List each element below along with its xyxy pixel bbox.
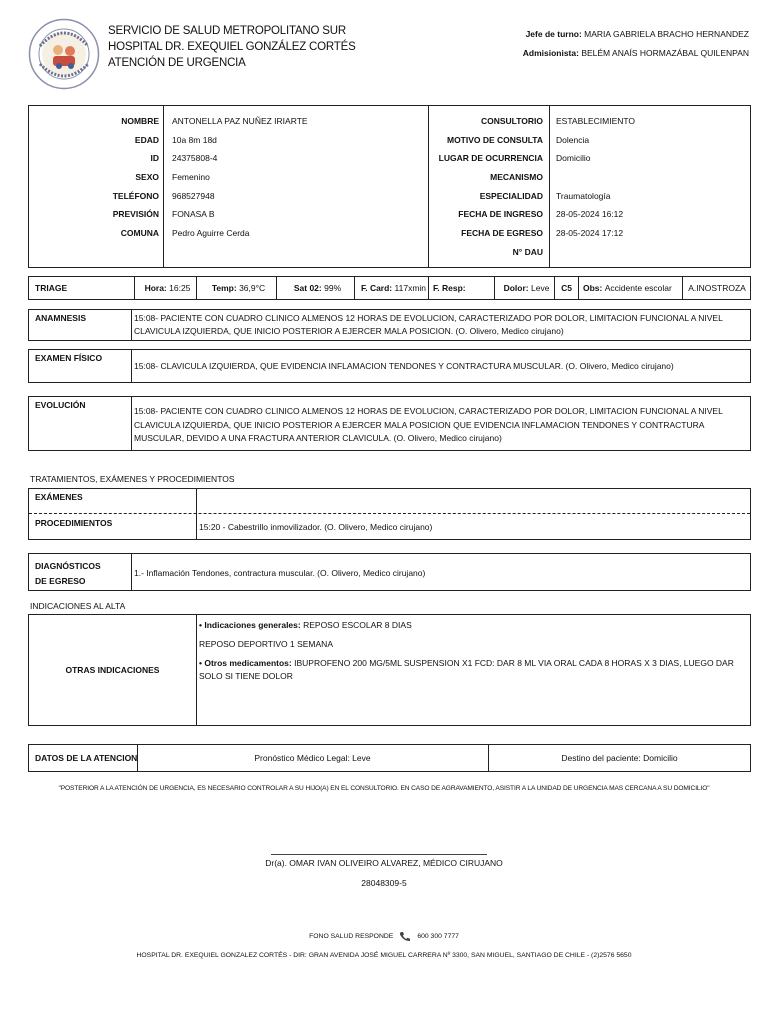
evolucion-label: EVOLUCIÓN (35, 400, 86, 410)
jefe-de-turno: Jefe de turno: MARIA GABRIELA BRACHO HERNANDEZ (525, 29, 749, 39)
otros-medicamentos: • Otros medicamentos: IBUPROFENO 200 MG/5ML SUSPENSION X1 FCD: DAR 8 ML VIA ORAL CADA 8 HORAS X 3 DIAS, LUEGO DAR SOLO SI TIENE DOLOR (199, 658, 734, 681)
indicaciones-generales-line2: REPOSO DEPORTIVO 1 SEMANA (199, 639, 333, 649)
triage-label: TRIAGE (35, 283, 68, 293)
evolucion-text: 15:08- PACIENTE CON CUADRO CLINICO ALMENOS 12 HORAS DE EVOLUCION, CARACTERIZADO POR DOLOR, LIMITACION FUNCIONAL A NIVEL CLAVICULA IZQUIERDA, QUE INICIO POSTERIOR A EJERCER MALA POSICION QUE EVIDENCIA INFLAMACION TENDONES Y CONTRACTURA MUSCULAR, DEVIDO A UNA FRACTURA ANTERIOR CLAVICULA. (O. Olivero, Medico cirujano) (134, 406, 723, 443)
indicaciones-box (28, 614, 751, 726)
diagnostico-box (28, 553, 751, 591)
indicaciones-title: INDICACIONES AL ALTA (30, 601, 126, 611)
destino-paciente: Destino del paciente: Domicilio (561, 753, 678, 763)
anamnesis-label: ANAMNESIS (35, 313, 87, 323)
label-fecha-ingreso: FECHA DE INGRESO (458, 209, 543, 220)
value-fecha-egreso: 28-05-2024 17:12 (556, 228, 624, 239)
label-fecha-egreso: FECHA DE EGRESO (461, 228, 543, 239)
doctor-id: 28048309-5 (361, 878, 407, 888)
value-mecanismo (556, 168, 746, 187)
label-prevision: PREVISIÓN (112, 209, 159, 220)
phone-icon (399, 931, 411, 942)
patient-info-box (28, 105, 751, 268)
examen-fisico-box (28, 349, 751, 383)
tratamientos-title: TRATAMIENTOS, EXÁMENES Y PROCEDIMIENTOS (30, 474, 235, 484)
value-especialidad: Traumatología (556, 190, 611, 201)
datos-atencion-box (28, 744, 751, 772)
label-n-dau: N° DAU (512, 246, 543, 257)
header-line-3: ATENCIÓN DE URGENCIA (108, 57, 246, 69)
triage-hora: Hora: 16:25 (134, 277, 196, 299)
value-sexo: Femenino (172, 172, 210, 183)
triage-sat: Sat 02: 99% (276, 277, 354, 299)
label-mecanismo: MECANISMO (490, 172, 543, 183)
header-line-2: HOSPITAL DR. EXEQUIEL GONZÁLEZ CORTÉS (108, 41, 356, 53)
label-id: ID (150, 153, 159, 164)
value-id: 24375808-4 (172, 153, 218, 164)
otras-indicaciones-label: OTRAS INDICACIONES (65, 665, 160, 675)
label-motivo: MOTIVO DE CONSULTA (446, 134, 543, 145)
hospital-seal-icon (28, 18, 100, 90)
triage-row (28, 276, 751, 300)
datos-atencion-label: DATOS DE LA ATENCION (35, 753, 138, 763)
examen-fisico-text: 15:08- CLAVICULA IZQUIERDA, QUE EVIDENCIA INFLAMACION TENDONES Y CONTRACTURA MUSCULAR. (O. Olivero, Medico cirujano) (134, 361, 674, 371)
label-lugar: LUGAR DE OCURRENCIA (438, 153, 543, 164)
label-nombre: NOMBRE (121, 116, 159, 126)
label-sexo: SEXO (135, 172, 159, 183)
value-fecha-ingreso: 28-05-2024 16:12 (556, 209, 624, 220)
triage-dolor: Dolor: Leve (494, 277, 554, 299)
value-prevision: FONASA B (172, 209, 215, 220)
triage-obs: Obs: Accidente escolar (578, 277, 682, 299)
signature-line (271, 854, 487, 855)
fono-salud-responde: FONO SALUD RESPONDE 600 300 7777 (309, 933, 459, 940)
label-comuna: COMUNA (120, 228, 159, 239)
triage-temp: Temp: 36,9°C (196, 277, 276, 299)
anamnesis-box (28, 309, 751, 341)
doctor-name: Dr(a). OMAR IVAN OLIVEIRO ALVAREZ, MÉDICO CIRUJANO (265, 858, 503, 868)
diagnostico-text: 1.- Inflamación Tendones, contractura muscular. (O. Olivero, Medico cirujano) (134, 568, 426, 578)
value-comuna: Pedro Aguirre Cerda (172, 228, 250, 239)
value-nombre: ANTONELLA PAZ NUÑEZ IRIARTE (172, 116, 308, 126)
procedimientos-label: PROCEDIMIENTOS (35, 518, 113, 528)
triage-nurse: A.INOSTROZA (682, 277, 751, 299)
header-line-1: SERVICIO DE SALUD METROPOLITANO SUR (108, 25, 346, 37)
value-consultorio: ESTABLECIMIENTO (556, 116, 636, 126)
label-telefono: TELÉFONO (112, 190, 159, 201)
value-edad: 10a 8m 18d (172, 134, 217, 145)
admisionista: Admisionista: BELÉM ANAÍS HORMAZÁBAL QUILENPAN (522, 48, 749, 58)
footer-note: "POSTERIOR A LA ATENCIÓN DE URGENCIA, ES NECESARIO CONTROLAR A SU HIJO(A) EN EL CONSULTORIO. EN CASO DE AGRAVAMIENTO, ASISTIR A LA UNIDAD DE URGENCIA MAS CERCANA A SU DOMICILIO" (58, 785, 710, 792)
examen-fisico-label: EXAMEN FÍSICO (35, 353, 103, 363)
value-motivo: Dolencia (556, 134, 590, 145)
triage-category: C5 (554, 277, 578, 299)
value-n-dau (556, 243, 746, 262)
hospital-logo (28, 18, 100, 90)
evolucion-box (28, 396, 751, 451)
label-consultorio: CONSULTORIO (480, 116, 543, 126)
triage-fcard: F. Card: 117xmin (354, 277, 428, 299)
footer-address: HOSPITAL DR. EXEQUIEL GONZALEZ CORTÉS - DIR: GRAN AVENIDA JOSÉ MIGUEL CARRERA Nº 3300, SAN MIGUEL, SANTIAGO DE CHILE - (2)2576 5650 (136, 952, 632, 959)
anamnesis-text: 15:08- PACIENTE CON CUADRO CLINICO ALMENOS 12 HORAS DE EVOLUCION, CARACTERIZADO POR DOLOR, LIMITACION FUNCIONAL A NIVEL CLAVICULA IZQUIERDA, QUE INICIO POSTERIOR A EJERCER MALA POSICION. (O. Olivero, Medico cirujano) (134, 313, 723, 336)
label-edad: EDAD (134, 134, 159, 145)
pronostico: Pronóstico Médico Legal: Leve (254, 753, 371, 763)
tratamientos-box (28, 488, 751, 540)
procedimientos-value: 15:20 - Cabestrillo inmovilizador. (O. Olivero, Medico cirujano) (199, 522, 433, 532)
indicaciones-generales: • Indicaciones generales: REPOSO ESCOLAR 8 DIAS (199, 620, 412, 630)
diagnostico-label: DIAGNÓSTICOS DE EGRESO (35, 561, 101, 586)
value-lugar: Domicilio (556, 153, 591, 164)
label-especialidad: ESPECIALIDAD (479, 190, 543, 201)
examenes-label: EXÁMENES (35, 492, 83, 502)
value-telefono: 968527948 (172, 190, 215, 201)
triage-fresp: F. Resp: (428, 277, 494, 299)
